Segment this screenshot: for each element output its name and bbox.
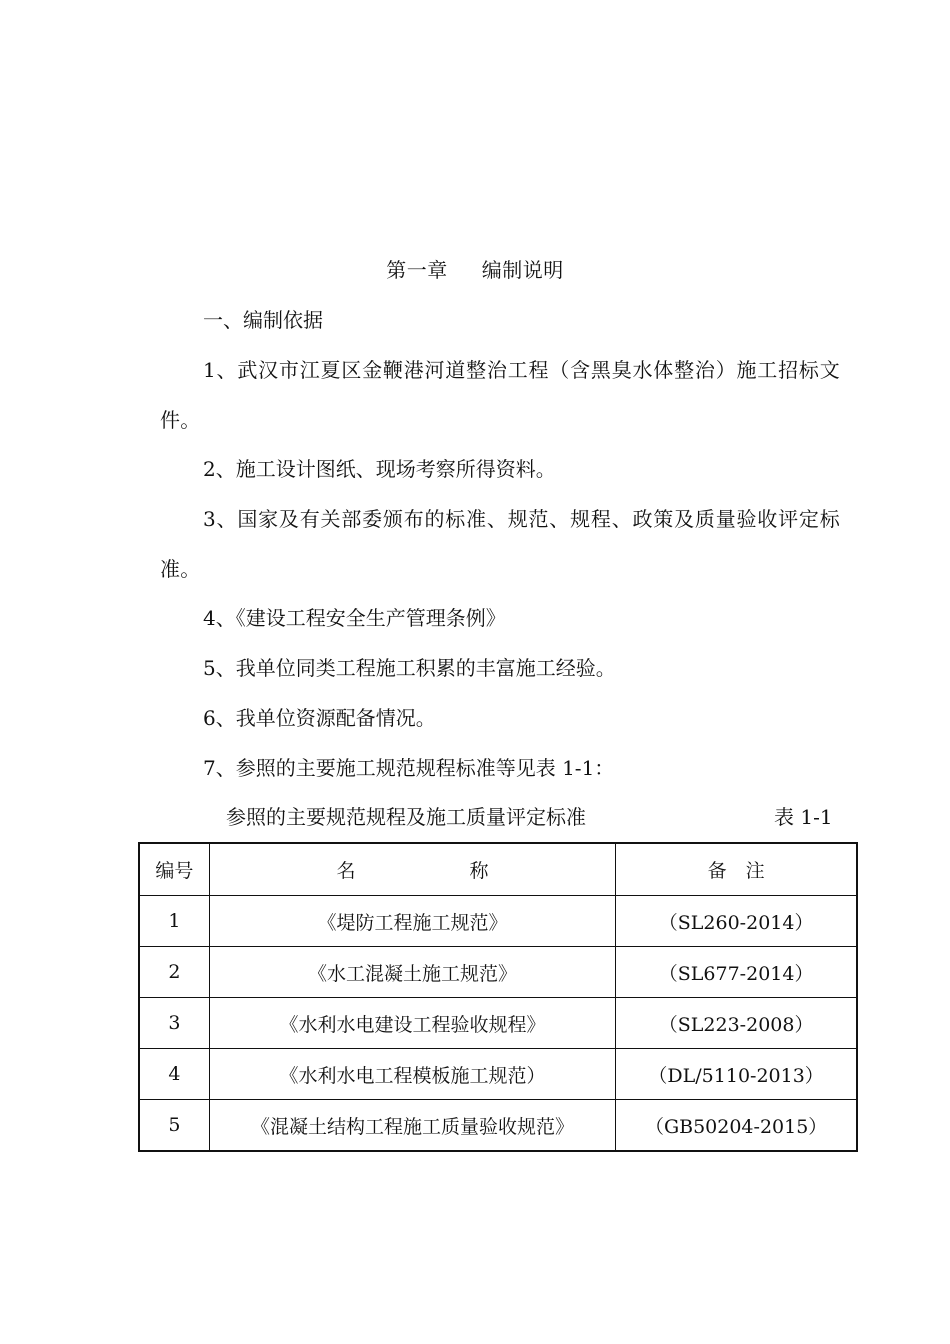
row-name: 《混凝土结构工程施工质量验收规范》 bbox=[209, 1100, 615, 1152]
table-caption: 参照的主要规范规程及施工质量评定标准 bbox=[226, 805, 586, 829]
basis-item-1: 1、武汉市江夏区金鞭港河道整治工程（含黑臭水体整治）施工招标文件。 bbox=[160, 358, 840, 432]
chapter-title bbox=[0, 254, 950, 286]
standards-table bbox=[138, 842, 858, 1152]
row-remark: （GB50204-2015） bbox=[616, 1100, 857, 1152]
table-row bbox=[139, 947, 857, 998]
table-row bbox=[139, 1049, 857, 1100]
basis-item-7: 7、参照的主要施工规范规程标准等见表 1-1： bbox=[203, 756, 615, 780]
row-number: 2 bbox=[139, 947, 209, 998]
row-remark: （SL677-2014） bbox=[616, 947, 857, 998]
section-heading: 一、编制依据 bbox=[203, 308, 323, 332]
row-name: 《水利水电建设工程验收规程》 bbox=[209, 998, 615, 1049]
row-remark: （DL/5110-2013） bbox=[616, 1049, 857, 1100]
header-remark: 备 注 bbox=[616, 843, 857, 896]
row-remark: （SL223-2008） bbox=[616, 998, 857, 1049]
table-header-row bbox=[139, 843, 857, 896]
basis-item-6: 6、我单位资源配备情况。 bbox=[203, 706, 436, 730]
row-number: 4 bbox=[139, 1049, 209, 1100]
table-row bbox=[139, 1100, 857, 1152]
header-number: 编号 bbox=[139, 843, 209, 896]
table-number: 表 1-1 bbox=[774, 805, 833, 829]
header-name: 名 称 bbox=[209, 843, 615, 896]
table-row bbox=[139, 896, 857, 947]
basis-item-4: 4、《建设工程安全生产管理条例》 bbox=[203, 606, 506, 630]
basis-item-2: 2、施工设计图纸、现场考察所得资料。 bbox=[203, 457, 556, 481]
basis-item-5: 5、我单位同类工程施工积累的丰富施工经验。 bbox=[203, 656, 616, 680]
chapter-number: 第一章 bbox=[386, 258, 448, 282]
row-number: 5 bbox=[139, 1100, 209, 1152]
basis-item-3: 3、国家及有关部委颁布的标准、规范、规程、政策及质量验收评定标准。 bbox=[160, 507, 840, 581]
row-remark: （SL260-2014） bbox=[616, 896, 857, 947]
row-name: 《堤防工程施工规范》 bbox=[209, 896, 615, 947]
row-number: 3 bbox=[139, 998, 209, 1049]
row-number: 1 bbox=[139, 896, 209, 947]
row-name: 《水利水电工程模板施工规范） bbox=[209, 1049, 615, 1100]
chapter-name: 编制说明 bbox=[481, 258, 564, 282]
row-name: 《水工混凝土施工规范》 bbox=[209, 947, 615, 998]
table-row bbox=[139, 998, 857, 1049]
